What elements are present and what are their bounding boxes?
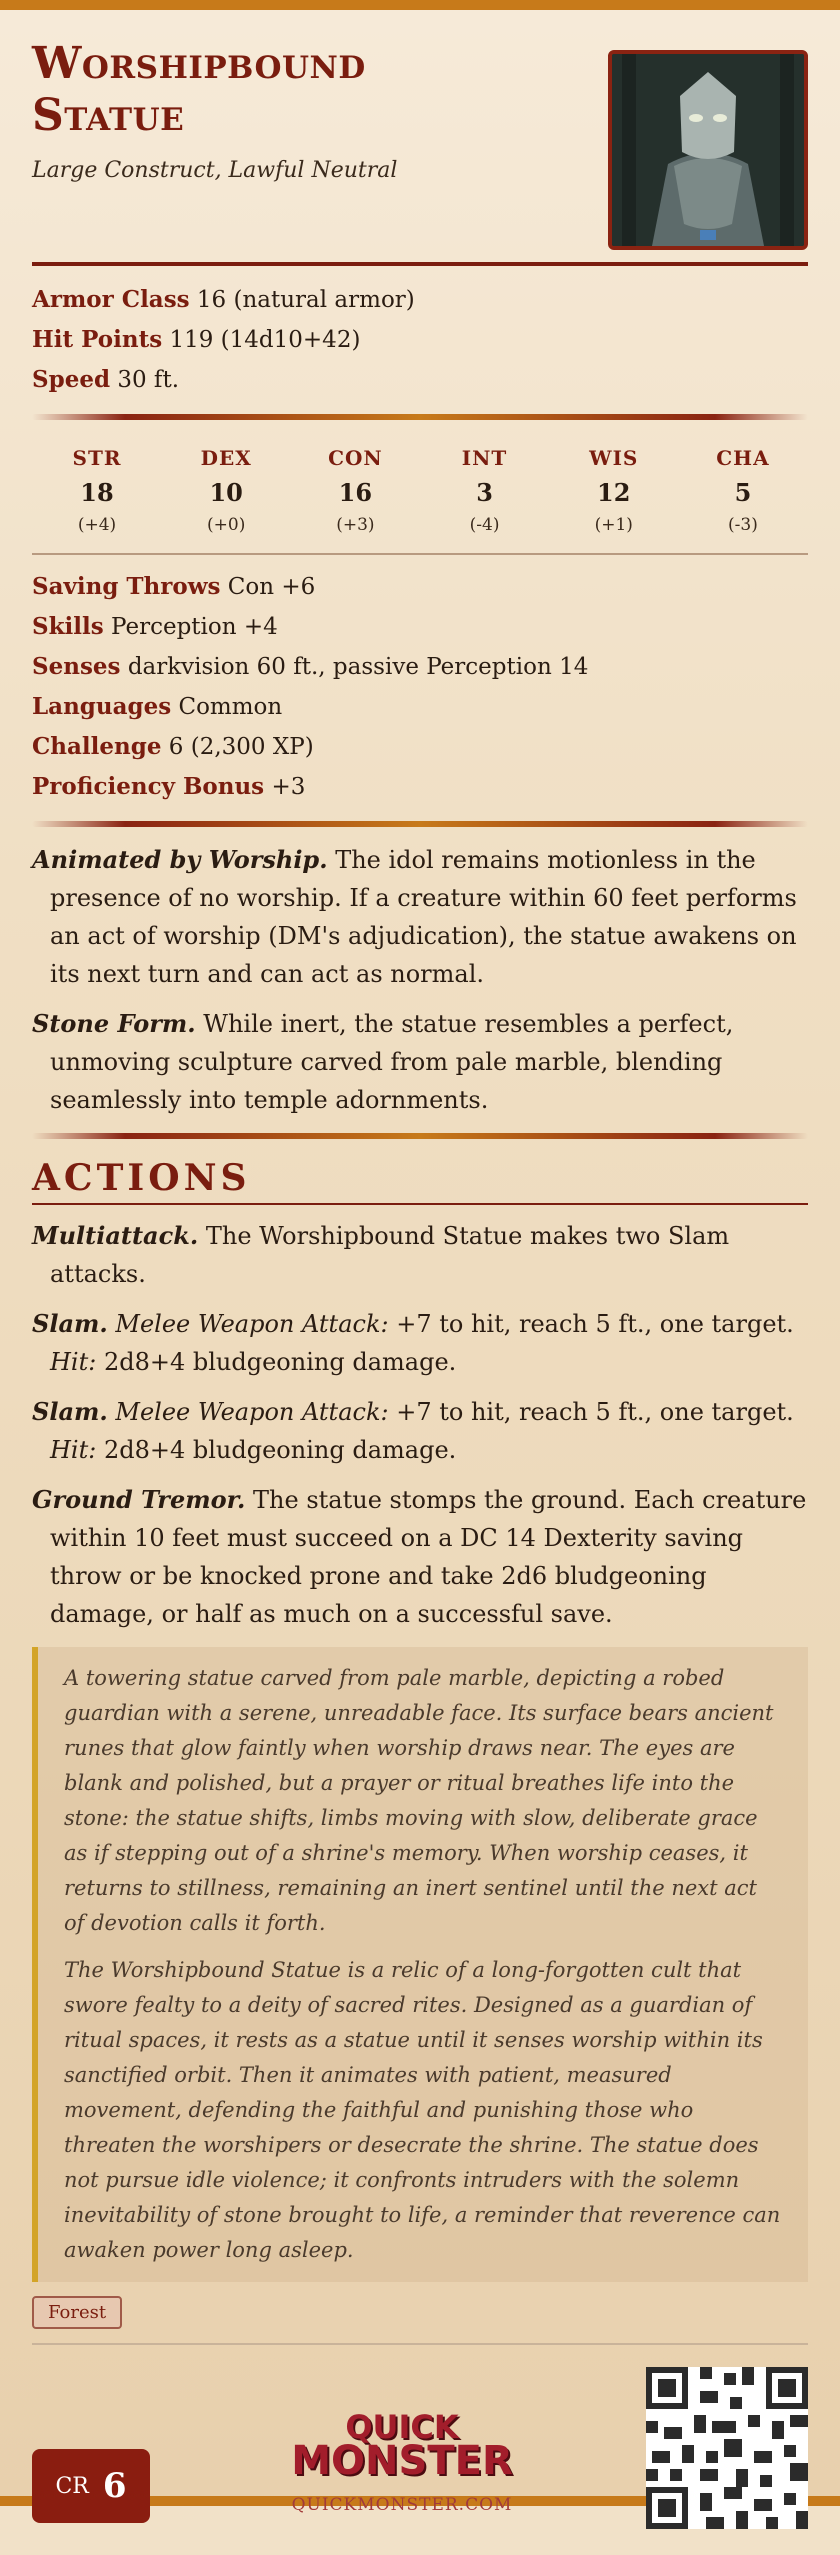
ability-con [300,446,410,535]
ability-str [42,446,152,535]
ability-name: DEX [200,446,252,470]
brand-logo[interactable] [282,2408,522,2515]
trait-text: The idol remains motionless in the presence of no worship. If a creature within 60 feet performs an act of worship (DM's adjudication), the statue awakens on its next turn and can act as normal. [50,846,797,988]
ability-modifier: (+0) [207,515,246,535]
skills-label: Skills [32,613,104,640]
ability-score: 3 [476,478,493,507]
hit-label: Hit: [50,1436,97,1464]
ability-scores [32,434,808,543]
senses-row [32,647,808,687]
action-text: +7 to hit, reach 5 ft., one target. [388,1310,794,1338]
monster-name-line1: Worshipbound [32,38,366,89]
traits [32,841,808,1119]
qr-code-graphic [646,2367,808,2529]
section-divider [32,414,808,420]
header-divider [32,262,808,266]
abilities-divider [32,553,808,555]
ability-score: 16 [338,478,373,507]
cr-value: 6 [102,2466,127,2506]
action [32,1217,808,1293]
trait [32,841,808,993]
logo-text-quick: QUICK [345,2408,459,2446]
action-name: Slam. [32,1309,108,1338]
section-divider [32,1133,808,1139]
saving-throws-label: Saving Throws [32,573,221,600]
hit-points-row [32,320,808,360]
monster-portrait [608,50,808,250]
ability-modifier: (-4) [469,515,500,535]
trait-name: Animated by Worship. [32,845,328,874]
trait [32,1005,808,1119]
ability-name: CHA [716,446,770,470]
armor-class-row [32,280,808,320]
skills-row [32,607,808,647]
languages-label: Languages [32,693,172,720]
speed-value: 30 ft. [117,367,180,393]
cr-badge [32,2449,150,2523]
challenge-value: 6 (2,300 XP) [168,734,314,760]
actions-divider [32,1203,808,1205]
ability-score: 10 [209,478,243,507]
ability-int [430,446,540,535]
monster-name-line2: Statue [32,90,185,141]
speed-label: Speed [32,366,111,393]
skills-value: Perception +4 [111,614,278,640]
trait-name: Stone Form. [32,1009,196,1038]
ability-score: 12 [597,478,631,507]
attack-type: Melee Weapon Attack: [107,1398,389,1426]
saving-throws-row [32,567,808,607]
ability-score: 18 [80,478,114,507]
ability-wis [559,446,669,535]
site-link[interactable]: QUICKMONSTER.COM [291,2495,513,2515]
ability-cha [688,446,798,535]
hit-points-value: 119 (14d10+42) [169,327,361,353]
ability-name: STR [72,446,122,470]
monster-type: Large Construct, Lawful Neutral [32,158,398,183]
statue-portrait-image [612,54,804,246]
saving-throws-value: Con +6 [227,574,316,600]
ability-score: 5 [734,478,752,507]
title-row [32,38,808,256]
armor-class-value: 16 (natural armor) [196,287,415,313]
action [32,1393,808,1469]
proficiency-row [32,767,808,807]
hit-text: 2d8+4 bludgeoning damage. [96,1436,457,1464]
proficiency-label: Proficiency Bonus [32,773,265,800]
action-text: +7 to hit, reach 5 ft., one target. [388,1398,794,1426]
ability-dex [171,446,281,535]
ability-name: CON [328,446,383,470]
action-name: Ground Tremor. [32,1485,246,1514]
languages-row [32,687,808,727]
ability-name: WIS [589,446,639,470]
footer [32,2343,808,2555]
monster-name [32,38,552,142]
lore-block [32,1647,808,2282]
hit-text: 2d8+4 bludgeoning damage. [96,1348,457,1376]
logo-text-monster: MONSTER [291,2438,513,2484]
ability-modifier: (+4) [77,515,117,535]
ability-modifier: (+3) [336,515,375,535]
hit-points-label: Hit Points [32,326,163,353]
cr-label: CR [55,2473,89,2499]
attack-type: Melee Weapon Attack: [107,1310,389,1338]
senses-label: Senses [32,653,121,680]
qr-code-icon [646,2367,808,2529]
speed-row [32,360,808,400]
armor-class-label: Armor Class [32,286,190,313]
action-text: The Worshipbound Statue makes two Slam attacks. [50,1222,730,1288]
lore-paragraph: The Worshipbound Statue is a relic of a long-forgotten cult that swore fealty to a deity of sacred rites. Designed as a guardian of ritual spaces, it rests as a statue until it senses worship within its sanctified orbit. Then it animates with patient, measured movement, defending the faithful and punishing those who threaten the worshipers or desecrate the shrine. The statue does not pursue idle violence; it confronts intruders with the solemn inevitability of stone brought to life, a reminder that reverence can awaken power long asleep. [64,1958,781,2262]
hit-label: Hit: [50,1348,97,1376]
ability-name: INT [461,446,508,470]
challenge-row [32,727,808,767]
action [32,1481,808,1633]
proficiency-value: +3 [271,774,306,800]
languages-value: Common [178,694,283,720]
section-divider [32,821,808,827]
ability-modifier: (-3) [728,515,758,535]
senses-value: darkvision 60 ft., passive Perception 14 [127,654,589,680]
challenge-label: Challenge [32,733,162,760]
action-text: The statue stomps the ground. Each creature within 10 feet must succeed on a DC 14 Dexterity saving throw or be knocked prone and take 2d6 bludgeoning damage, or half as much on a successful save. [50,1486,807,1628]
actions-heading: ACTIONS [32,1157,251,1199]
action-name: Multiattack. [32,1221,199,1250]
lore-paragraph: A towering statue carved from pale marble, depicting a robed guardian with a serene, unreadable face. Its surface bears ancient runes that glow faintly when worship draws near. The eyes are blank and polished, but a prayer or ritual breathes life into the stone: the statue shifts, limbs moving with slow, deliberate grace as if stepping out of a shrine's memory. When worship ceases, it returns to stillness, remaining an inert sentinel until the next act of devotion calls it forth. [64,1666,774,1935]
ability-modifier: (+1) [594,515,633,535]
detail-stats [32,567,808,807]
trait-text: While inert, the statue resembles a perfect, unmoving sculpture carved from pale marble, blending seamlessly into temple adornments. [50,1010,734,1114]
actions [32,1217,808,1633]
core-stats [32,280,808,400]
action [32,1305,808,1381]
action-name: Slam. [32,1397,108,1426]
environment-tag[interactable]: Forest [32,2296,122,2329]
